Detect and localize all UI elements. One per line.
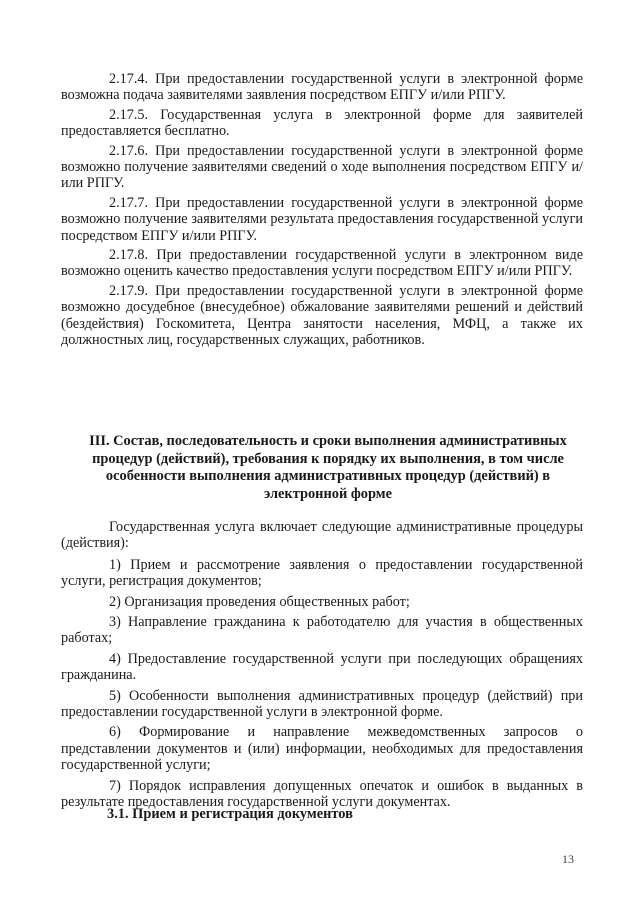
procedure-item-6: 6) Формирование и направление межведомственных запросов о представлении документов и (или) информации, необходимых для предоставления государственной услуги; — [61, 724, 583, 774]
paragraph-2-17-9: 2.17.9. При предоставлении государственной услуги в электронной форме возможно досудебное (внесудебное) обжалование заявителями решений и действий (бездействия) Госкомитета, Центра занятости населения, МФЦ, а также их должностных лиц, государственных служащих, работников. — [61, 282, 583, 349]
procedure-item-5: 5) Особенности выполнения административных процедур (действий) при предоставлении государственной услуги в электронной форме. — [61, 687, 583, 721]
procedures-list — [61, 519, 583, 815]
procedure-item-2: 2) Организация проведения общественных работ; — [109, 593, 410, 610]
paragraph-2-17-4: 2.17.4. При предоставлении государственной услуги в электронной форме возможна подача заявителями заявления посредством ЕПГУ и/или РПГУ. — [61, 71, 583, 104]
paragraph-2-17-5: 2.17.5. Государственная услуга в электронной форме для заявителей предоставляется бесплатно. — [61, 106, 583, 140]
subsection-3-1-heading: 3.1. Прием и регистрация документов — [107, 806, 353, 822]
paragraph-2-17-8: 2.17.8. При предоставлении государственной услуги в электронном виде возможно оценить качество предоставления услуги посредством ЕПГУ и/или РПГУ. — [61, 247, 583, 280]
section-2-17-paragraphs — [61, 71, 583, 352]
procedure-item-1: 1) Прием и рассмотрение заявления о предоставлении государственной услуги, регистрация документов; — [61, 556, 583, 590]
section-3-heading: III. Состав, последовательность и сроки выполнения административных процедур (действий), требования к порядку их выполнения, в том числе особенности выполнения административных процедур (действий) в электронной форме — [89, 433, 567, 502]
procedure-item-7: 7) Порядок исправления допущенных опечаток и ошибок в выданных в результате предоставления государственной услуги документах. — [61, 777, 583, 811]
paragraph-2-17-7: 2.17.7. При предоставлении государственной услуги в электронной форме возможно получение заявителями результата предоставления государственной услуги посредством ЕПГУ и/или РПГУ. — [61, 194, 583, 244]
procedure-item-3: 3) Направление гражданина к работодателю для участия в общественных работах; — [61, 614, 583, 647]
procedure-item-4: 4) Предоставление государственной услуги при последующих обращениях гражданина. — [61, 650, 583, 684]
page-number: 13 — [562, 852, 574, 866]
procedures-intro: Государственная услуга включает следующие административные процедуры (действия): — [61, 519, 583, 552]
paragraph-2-17-6: 2.17.6. При предоставлении государственной услуги в электронной форме возможно получение заявителями сведений о ходе выполнения посредством ЕПГУ и/или РПГУ. — [61, 142, 583, 192]
